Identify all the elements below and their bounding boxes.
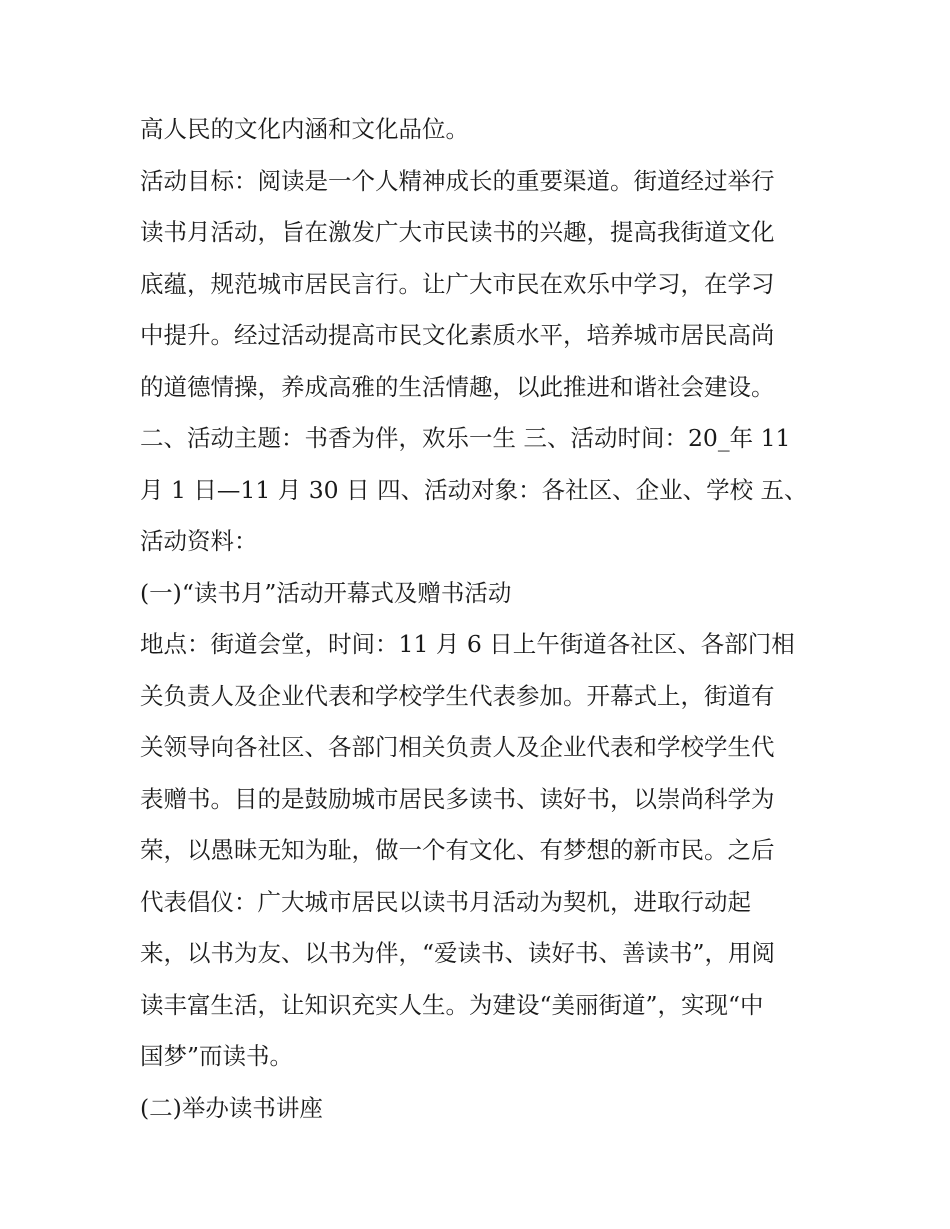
text-line: 活动资料： bbox=[140, 527, 258, 555]
text-line: 二、活动主题：书香为伴，欢乐一生 三、活动时间：20_年 11 bbox=[140, 424, 791, 452]
text-line: 国梦”而读书。 bbox=[140, 1042, 294, 1070]
text-line: 读书月活动，旨在激发广大市民读书的兴趣，提高我街道文化 bbox=[140, 218, 775, 246]
text-line: 活动目标：阅读是一个人精神成长的重要渠道。街道经过举行 bbox=[140, 166, 775, 195]
text-line: 高人民的文化内涵和文化品位。 bbox=[140, 115, 469, 143]
text-line: 月 1 日—11 月 30 日 四、活动对象：各社区、企业、学校 五、 bbox=[140, 475, 808, 504]
text-line: 表赠书。目的是鼓励城市居民多读书、读好书，以崇尚科学为 bbox=[140, 784, 775, 813]
text-line: 底蕴，规范城市居民言行。让广大市民在欢乐中学习，在学习 bbox=[140, 269, 775, 298]
text-line: 中提升。经过活动提高市民文化素质水平，培养城市居民高尚 bbox=[140, 321, 775, 349]
text-line: 读丰富生活，让知识充实人生。为建设“美丽街道”，实现“中 bbox=[140, 990, 764, 1019]
text-line: 来，以书为友、以书为伴，“爱读书、读好书、善读书”，用阅 bbox=[140, 939, 776, 967]
body-text bbox=[140, 104, 820, 1134]
text-line: 关领导向各社区、各部门相关负责人及企业代表和学校学生代 bbox=[140, 733, 775, 761]
text-line: 关负责人及企业代表和学校学生代表参加。开幕式上，街道有 bbox=[140, 681, 775, 710]
text-line: 地点：街道会堂，时间：11 月 6 日上午街道各社区、各部门相 bbox=[140, 630, 795, 658]
section-heading: (二)举办读书讲座 bbox=[140, 1093, 323, 1122]
section-heading: (一)“读书月”活动开幕式及赠书活动 bbox=[140, 578, 512, 607]
text-line: 代表倡仪：广大城市居民以读书月活动为契机，进取行动起 bbox=[140, 887, 751, 916]
text-line: 的道德情操，养成高雅的生活情趣，以此推进和谐社会建设。 bbox=[140, 372, 775, 401]
text-line: 荣，以愚昧无知为耻，做一个有文化、有梦想的新市民。之后 bbox=[140, 836, 775, 864]
